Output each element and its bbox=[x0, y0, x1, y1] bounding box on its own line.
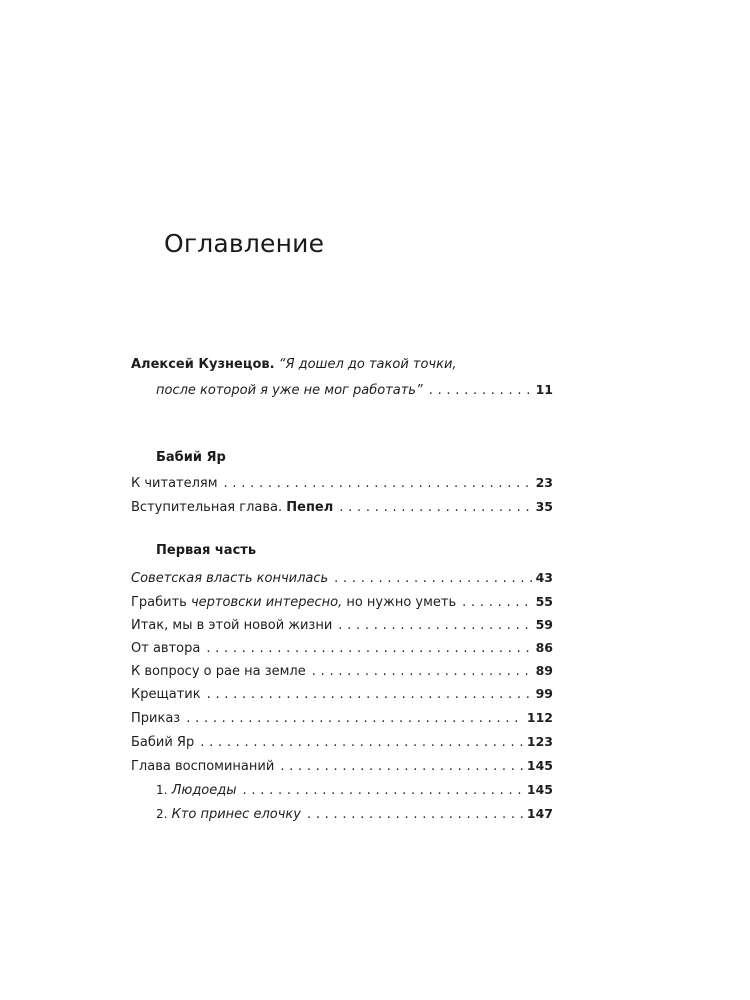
sub-entry-title: Кто принес елочку bbox=[171, 807, 301, 822]
toc-entry-preface-continued[interactable] bbox=[156, 379, 553, 401]
sub-entry-number: 2. bbox=[156, 807, 168, 821]
toc-entry-title: Вступительная глава. bbox=[131, 500, 283, 515]
dot-leader bbox=[206, 638, 531, 660]
toc-page-number: 123 bbox=[526, 734, 553, 749]
toc-page-number: 35 bbox=[535, 499, 553, 514]
dot-leader bbox=[338, 615, 531, 637]
toc-entry-title: Советская власть кончилась bbox=[131, 571, 329, 586]
toc-page-number: 147 bbox=[526, 806, 553, 821]
dot-leader bbox=[312, 661, 532, 683]
toc-page-number: 145 bbox=[526, 782, 553, 797]
toc-entry[interactable] bbox=[131, 660, 553, 682]
toc-entry-title: Крещатик bbox=[131, 687, 201, 702]
sub-entry-number: 1. bbox=[156, 783, 168, 797]
dot-leader bbox=[429, 380, 532, 402]
dot-leader bbox=[207, 684, 532, 706]
dot-leader bbox=[334, 568, 531, 590]
toc-page-number: 86 bbox=[535, 640, 553, 655]
toc-entry-title: Приказ bbox=[131, 711, 181, 726]
dot-leader bbox=[243, 780, 523, 802]
dot-leader bbox=[307, 804, 523, 826]
toc-entry-title: От автора bbox=[131, 641, 201, 656]
part-title: Бабий Яр bbox=[156, 450, 226, 465]
toc-entry[interactable] bbox=[131, 731, 553, 753]
toc-entry-title: К читателям bbox=[131, 476, 218, 491]
toc-entry-title: К вопросу о рае на земле bbox=[131, 664, 306, 679]
toc-entry[interactable] bbox=[131, 614, 553, 636]
toc-entry[interactable] bbox=[131, 755, 553, 777]
toc-page-number: 59 bbox=[535, 617, 553, 632]
toc-page-number: 112 bbox=[526, 710, 553, 725]
sub-entry-title: Людоеды bbox=[171, 783, 237, 798]
toc-entry[interactable] bbox=[131, 496, 553, 518]
dot-leader bbox=[224, 473, 532, 495]
toc-entry-title-bold: Пепел bbox=[286, 500, 334, 515]
dot-leader bbox=[280, 756, 523, 778]
toc-sub-entry[interactable] bbox=[156, 779, 553, 801]
toc-entry-title-italic: чертовски интересно, bbox=[191, 595, 343, 610]
toc-page-number: 99 bbox=[535, 686, 553, 701]
toc-entry-title: Бабий Яр bbox=[131, 735, 195, 750]
toc-entry-title: Итак, мы в этой новой жизни bbox=[131, 618, 333, 633]
preface-title-line2: после которой я уже не мог работать” bbox=[156, 383, 423, 398]
toc-entry-title: Грабить bbox=[131, 595, 187, 610]
toc-entry-preface[interactable] bbox=[131, 354, 553, 376]
toc-page-number: 23 bbox=[535, 475, 553, 490]
toc-entry-title-end: но нужно уметь bbox=[346, 595, 457, 610]
toc-entry[interactable] bbox=[131, 683, 553, 705]
toc-entry[interactable] bbox=[131, 591, 553, 613]
toc-page-number: 89 bbox=[535, 663, 553, 678]
toc-page-number: 55 bbox=[535, 594, 553, 609]
toc-page-number: 43 bbox=[535, 570, 553, 585]
toc-page-number: 145 bbox=[526, 758, 553, 773]
preface-title-line1: “Я дошел до такой точки, bbox=[278, 357, 457, 372]
toc-entry[interactable] bbox=[131, 637, 553, 659]
toc-sub-entry[interactable] bbox=[156, 803, 553, 825]
dot-leader bbox=[200, 732, 523, 754]
preface-author: Алексей Кузнецов. bbox=[131, 357, 275, 372]
preface-page-number: 11 bbox=[535, 382, 553, 397]
dot-leader bbox=[186, 708, 523, 730]
dot-leader bbox=[462, 592, 531, 614]
toc-entry-title: Глава воспоминаний bbox=[131, 759, 275, 774]
toc-entry[interactable] bbox=[131, 472, 553, 494]
page-title: Оглавление bbox=[164, 229, 325, 258]
toc-entry[interactable] bbox=[131, 707, 553, 729]
toc-entry[interactable] bbox=[131, 567, 553, 589]
dot-leader bbox=[339, 497, 531, 519]
section-title: Первая часть bbox=[156, 543, 257, 558]
